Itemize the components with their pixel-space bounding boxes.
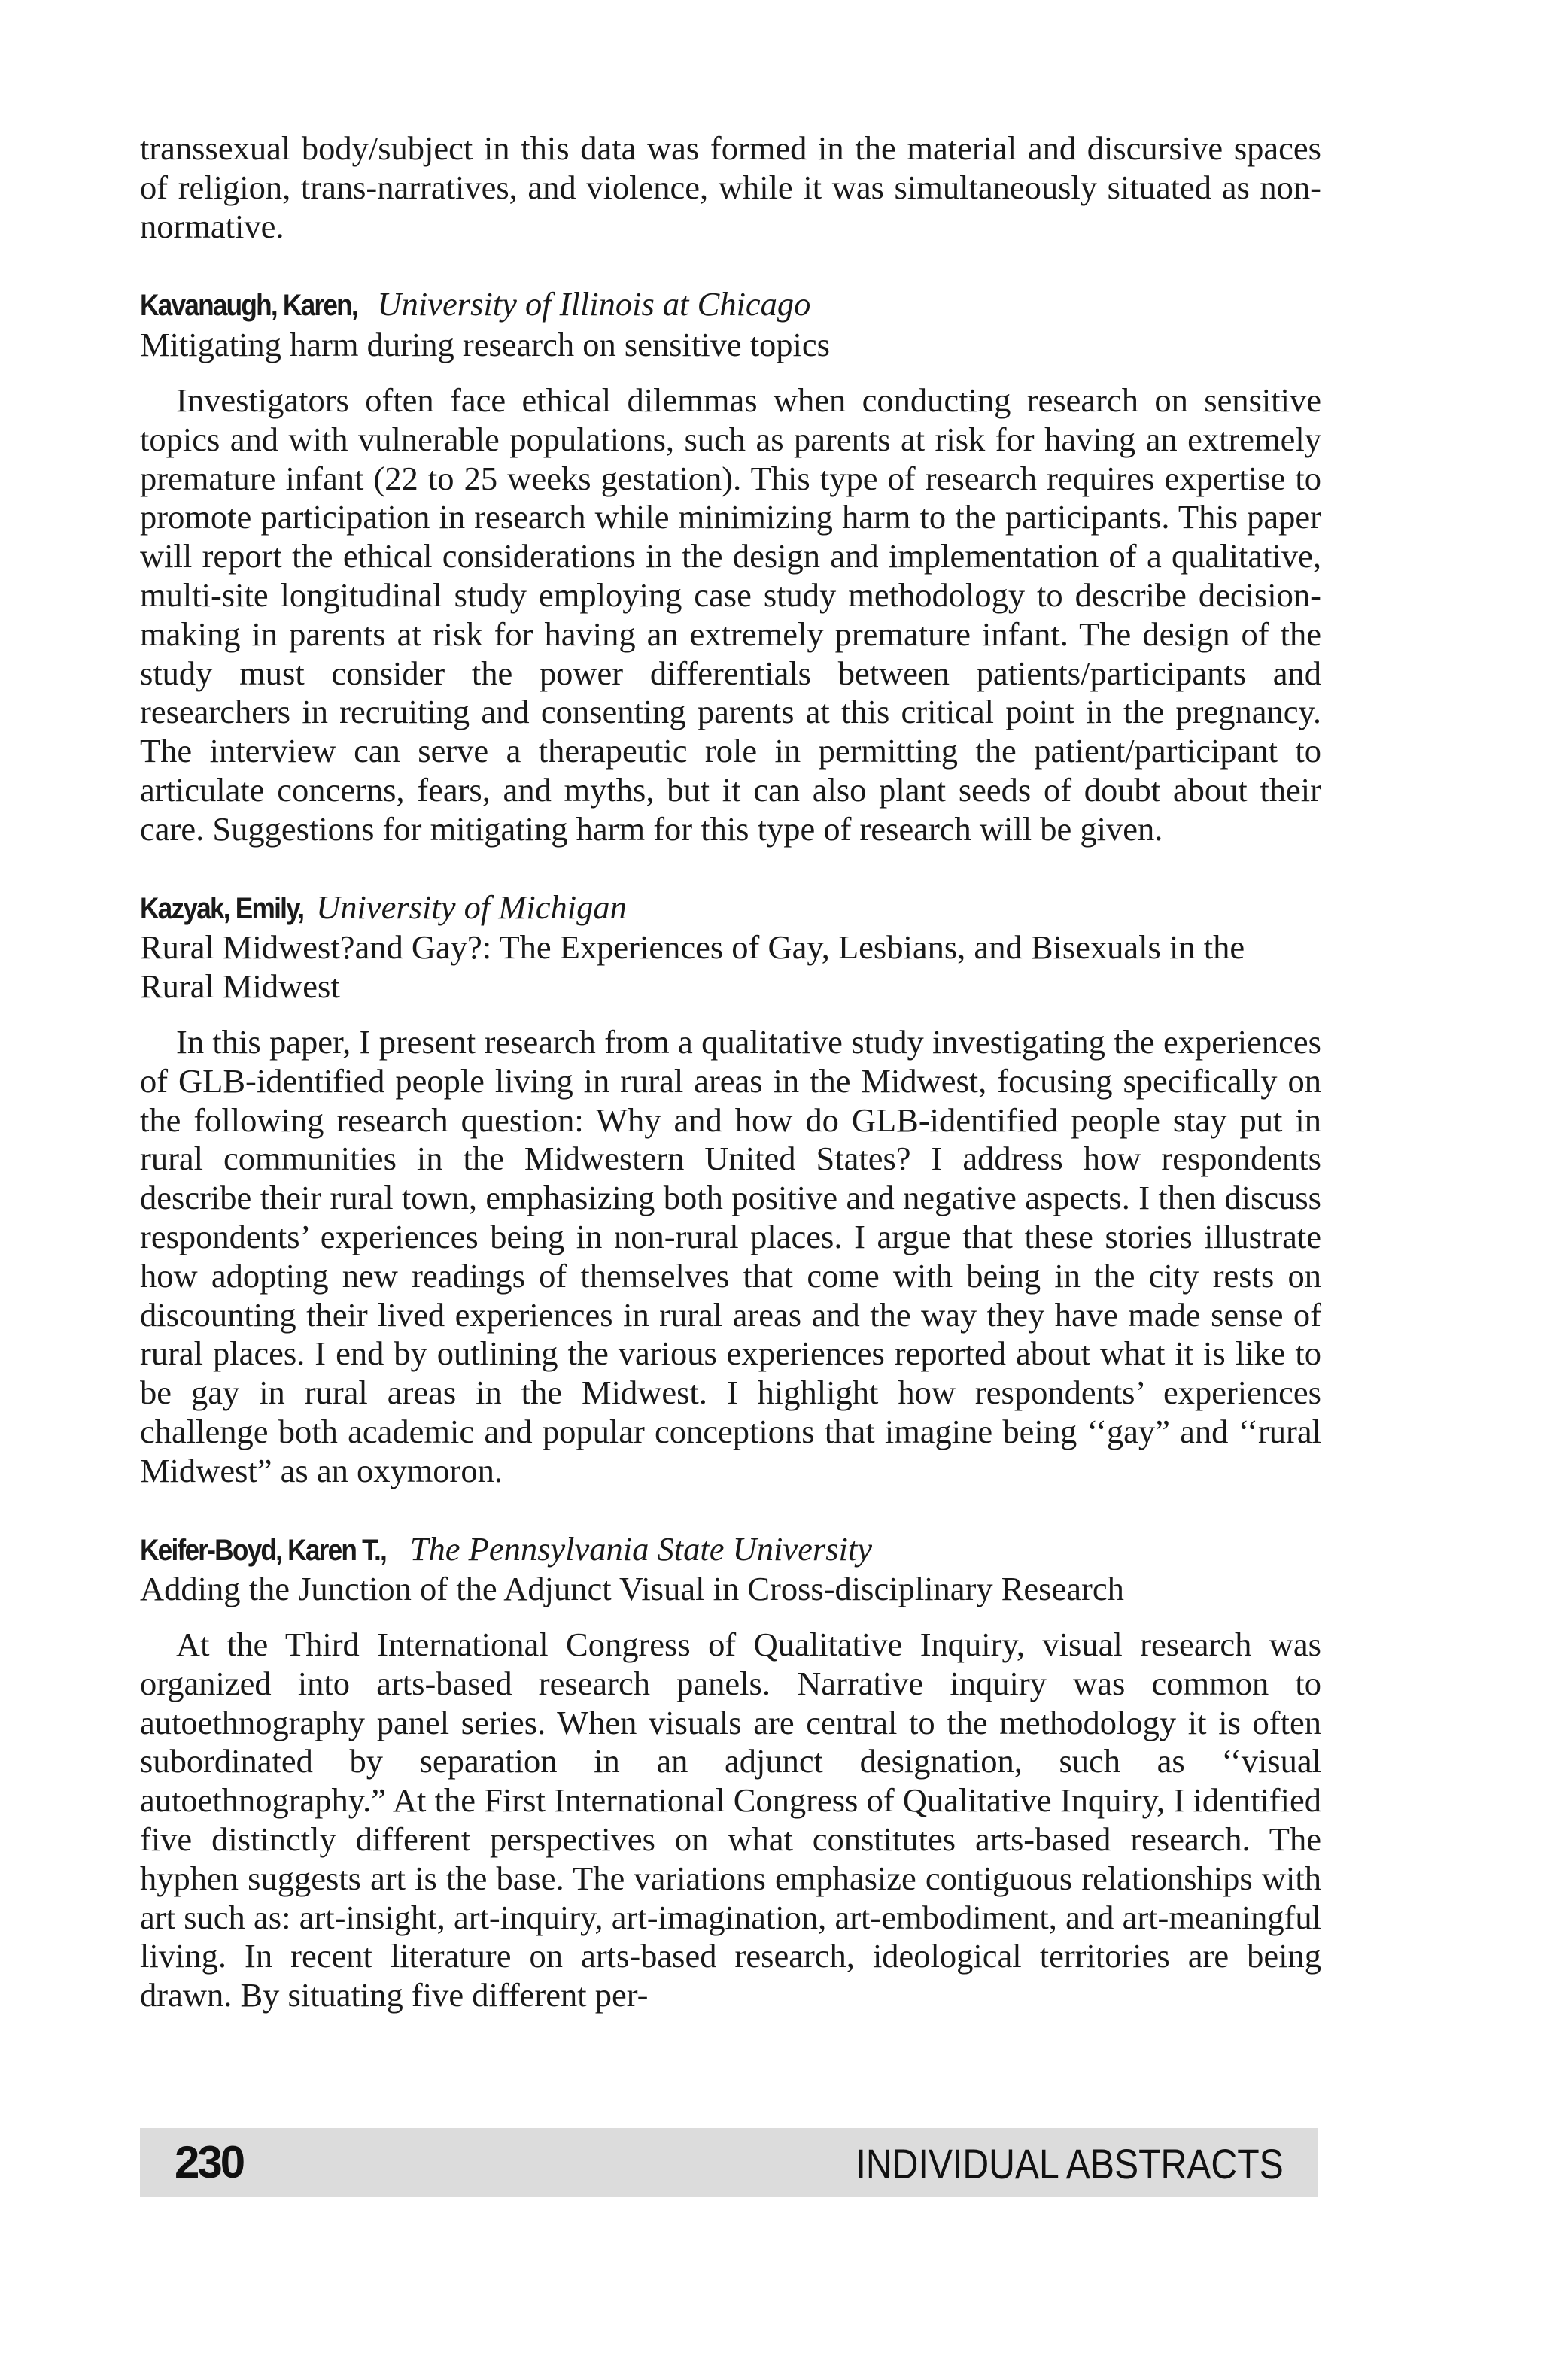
page-body (140, 129, 1321, 2015)
author-affiliation: University of Illinois at Chicago (377, 285, 811, 323)
section-title: INDIVIDUAL ABSTRACTS (856, 2140, 1284, 2187)
abstract-entry-kazyak (140, 888, 1321, 1491)
abstract-text: In this paper, I present research from a qualitative study investigating the experiences of GLB-identified people living in rural areas in the Midwest, focusing specifically on the following research question: Why and how do GLB-identified people stay put in rural communities in the Midwestern United States? I address how respondents describe their rural town, emphasizing both positive and negative aspects. I then discuss respondents’ experiences being in non-rural places. I argue that these stories illustrate how adopting new readings of themselves that come with being in the city rests on discounting their lived experiences in rural areas and the way they have made sense of rural places. I end by outlining the various experiences reported about what it is like to be gay in rural areas in the Midwest. I highlight how respondents’ experiences challenge both academic and popular conceptions that imagine being ‘‘gay” and ‘‘rural Midwest” as an oxymoron. (140, 1022, 1321, 1489)
author-name: Keifer-Boyd, Karen T., (140, 1533, 387, 1567)
abstract-entry-kavanaugh (140, 285, 1321, 848)
entry-heading (140, 1530, 1321, 1571)
paper-title: Adding the Junction of the Adjunct Visual in Cross-disciplinary Research (140, 1570, 1124, 1608)
abstract-text: Investigators often face ethical dilemmas when conducting research on sensitive topics and with vulnerable populations, such as parents at risk for having an extremely premature infant (22 to 25 weeks gestation). This type of research requires expertise to promote participation in research while minimizing harm to the participants. This paper will report the ethical considerations in the design and implementation of a qualitative, multi-site longitudinal study employing case study methodology to describe decision-making in parents at risk for having an extremely premature infant. The design of the study must consider the power differentials between patients/participants and researchers in recruiting and consenting parents at this critical point in the pregnancy. The interview can serve a therapeutic role in permitting the patient/participant to articulate concerns, fears, and myths, but it can also plant seeds of doubt about their care. Suggestions for mitigating harm for this type of research will be given. (140, 381, 1321, 848)
author-affiliation: The Pennsylvania State University (409, 1529, 872, 1568)
author-name: Kazyak, Emily, (140, 891, 304, 925)
abstract-entry-keifer-boyd (140, 1530, 1321, 2016)
page-number: 230 (175, 2137, 244, 2187)
page-footer (140, 2128, 1318, 2197)
paper-title: Rural Midwest?and Gay?: The Experiences of Gay, Lesbians, and Bisexuals in the Rural Midwest (140, 928, 1245, 1006)
author-name: Kavanaugh, Karen, (140, 289, 357, 323)
abstract-text: At the Third International Congress of Qualitative Inquiry, visual research was organized into arts-based research panels. Narrative inquiry was common to autoethnography panel series. When visuals are central to the methodology it is often subordinated by separation in an adjunct designation, such as ‘‘visual autoethnography.” At the First International Congress of Qualitative Inquiry, I identified five distinctly different perspectives on what constitutes arts-based research. The hyphen suggests art is the base. The variations emphasize contiguous relationships with art such as: art-insight, art-inquiry, art-imagination, art-embodiment, and art-meaningful living. In recent literature on arts-based research, ideological territories are being drawn. By situating five different per- (140, 1626, 1321, 2014)
entry-heading (140, 285, 1321, 326)
continuation-paragraph: transsexual body/subject in this data was formed in the material and discursive spaces of religion, trans-narratives, and violence, while it was simultaneously situated as non-normative. (140, 129, 1321, 245)
author-affiliation: University of Michigan (316, 888, 627, 926)
paper-title: Mitigating harm during research on sensitive topics (140, 326, 830, 364)
entry-heading (140, 888, 1321, 929)
